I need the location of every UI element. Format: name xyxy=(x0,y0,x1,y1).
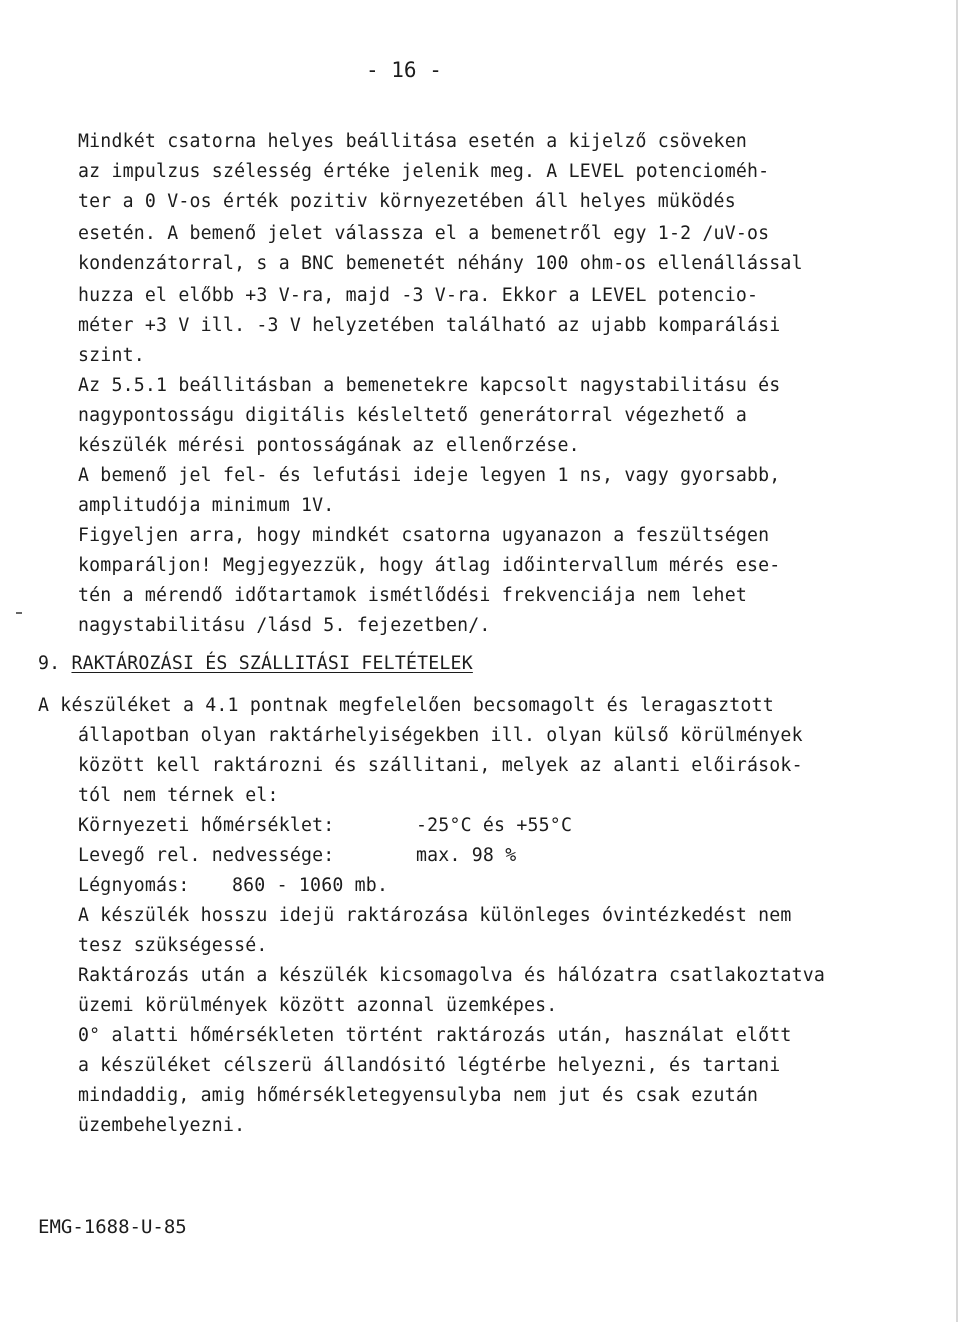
scan-edge-line xyxy=(956,0,958,1322)
body-line: készülék mérési pontosságának az ellenőrzése. xyxy=(78,435,580,456)
document-code-footer: EMG-1688-U-85 xyxy=(38,1216,187,1238)
condition-value: max. 98 % xyxy=(416,845,517,866)
section-number: 9. xyxy=(38,653,61,674)
body-line: Az 5.5.1 beállitásban a bemenetekre kapcsolt nagystabilitásu és xyxy=(78,375,781,396)
body-line: kondenzátorral, s a BNC bemenetét néhány 100 ohm-os ellenállással xyxy=(78,253,803,274)
closing-line: A készülék hosszu idejü raktározása különleges óvintézkedést nem xyxy=(78,905,792,926)
body-line: komparáljon! Megjegyezzük, hogy átlag időintervallum mérés ese- xyxy=(78,555,781,576)
body-line: amplitudója minimum 1V. xyxy=(78,495,335,516)
body-line: huzza el előbb +3 V-ra, majd -3 V-ra. Ekkor a LEVEL potencio- xyxy=(78,285,759,306)
body-line: Figyeljen arra, hogy mindkét csatorna ugyanazon a feszültségen xyxy=(78,525,770,546)
closing-line: mindaddig, amig hőmérsékletegyensulyba nem jut és csak ezután xyxy=(78,1085,759,1106)
condition-label: Környezeti hőmérséklet: xyxy=(78,815,335,836)
closing-line: 0° alatti hőmérsékleten történt raktározás után, használat előtt xyxy=(78,1025,792,1046)
section-title: RAKTÁROZÁSI ÉS SZÁLLITÁSI FELTÉTELEK xyxy=(71,653,473,674)
condition-value: 860 - 1060 mb. xyxy=(232,875,389,896)
body-line: az impulzus szélesség értéke jelenik meg. A LEVEL potencioméh- xyxy=(78,161,770,182)
condition-label: Légnyomás: xyxy=(78,875,190,896)
body-line: tén a mérendő időtartamok ismétlődési frekvenciája nem lehet xyxy=(78,585,747,606)
section-line: tól nem térnek el: xyxy=(78,785,279,806)
closing-line: a készüléket célszerü állandósitó légtérbe helyezni, és tartani xyxy=(78,1055,781,1076)
section-first-line: A készüléket a 4.1 pontnak megfelelően becsomagolt és leragasztott xyxy=(38,695,774,716)
page-number: - 16 - xyxy=(366,58,442,82)
condition-label: Levegő rel. nedvessége: xyxy=(78,845,335,866)
body-line: Mindkét csatorna helyes beállitása esetén a kijelző csöveken xyxy=(78,131,747,152)
section-line: állapotban olyan raktárhelyiségekben ill. olyan külső körülmények xyxy=(78,725,803,746)
section-heading xyxy=(38,652,473,676)
body-line: nagypontosságu digitális késleltető generátorral végezhető a xyxy=(78,405,747,426)
closing-line: üzemi körülmények között azonnal üzemképes. xyxy=(78,995,558,1016)
body-line: nagystabilitásu /lásd 5. fejezetben/. xyxy=(78,615,491,636)
condition-value: -25°C és +55°C xyxy=(416,815,573,836)
closing-line: Raktározás után a készülék kicsomagolva és hálózatra csatlakoztatva xyxy=(78,965,826,986)
closing-line: üzembehelyezni. xyxy=(78,1115,246,1136)
body-line: esetén. A bemenő jelet válassza el a bemenetről egy 1-2 /uV-os xyxy=(78,223,770,244)
body-line: méter +3 V ill. -3 V helyzetében található az ujabb komparálási xyxy=(78,315,781,336)
section-line: között kell raktározni és szállitani, melyek az alanti előirások- xyxy=(78,755,803,776)
closing-line: tesz szükségessé. xyxy=(78,935,268,956)
margin-mark xyxy=(16,612,22,614)
body-line: A bemenő jel fel- és lefutási ideje legyen 1 ns, vagy gyorsabb, xyxy=(78,465,781,486)
body-line: ter a 0 V-os érték pozitiv környezetében áll helyes müködés xyxy=(78,191,736,212)
body-line: szint. xyxy=(78,345,145,366)
